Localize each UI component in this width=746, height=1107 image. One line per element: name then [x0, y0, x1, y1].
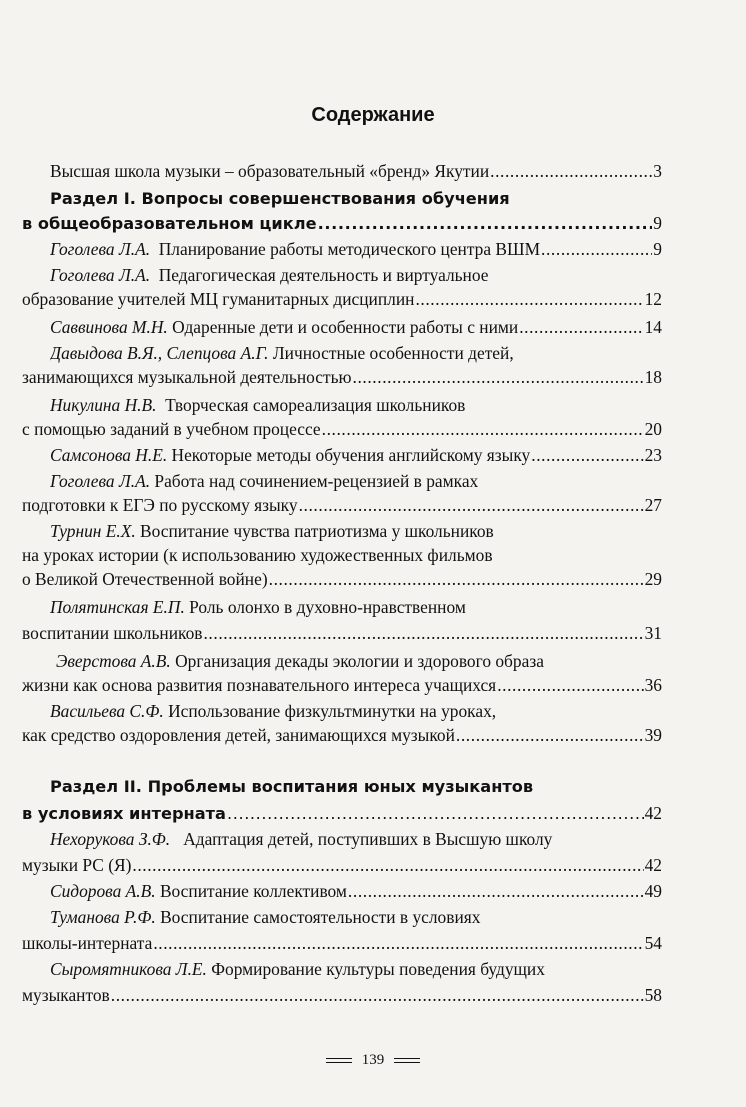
entry-page: 42 [644, 803, 662, 823]
entry-text: Адаптация детей, поступивших в Высшую школу [183, 829, 553, 849]
toc-entry-cont [22, 366, 662, 388]
toc-entry-cont [22, 288, 662, 310]
entry-page: 58 [644, 985, 662, 1005]
entry-text: воспитании школьников [22, 623, 203, 643]
toc-entry [50, 342, 662, 364]
entry-author: Васильева С.Ф. [50, 701, 164, 721]
section-heading-cont [22, 212, 662, 235]
entry-page: 20 [644, 419, 662, 439]
toc-entry-cont [22, 622, 662, 644]
entry-text: школы-интерната [22, 933, 153, 953]
entry-text: образование учителей МЦ гуманитарных дисциплин [22, 289, 415, 309]
entry-author: Давыдова В.Я., Слепцова А.Г. [50, 343, 269, 363]
toc-entry-cont [22, 544, 662, 566]
entry-page: 36 [644, 675, 662, 695]
entry-author: Сидорова А.В. [50, 881, 156, 901]
dot-leader [531, 444, 643, 466]
entry-text: подготовки к ЕГЭ по русскому языку [22, 495, 298, 515]
dot-leader [132, 854, 643, 876]
entry-text: Одаренные дети и особенности работы с ними [172, 317, 519, 337]
toc-entry-cont [22, 932, 662, 954]
page-footer [0, 1052, 746, 1069]
entry-text: музыки РС (Я) [22, 855, 132, 875]
entry-author: Самсонова Н.Е. [50, 445, 168, 465]
dot-leader [541, 238, 652, 260]
toc-entry [50, 958, 662, 980]
entry-text: жизни как основа развития познавательного интереса учащихся [22, 675, 497, 695]
entry-author: Нехорукова З.Ф. [50, 829, 171, 849]
entry-page: 39 [644, 725, 662, 745]
entry-author: Никулина Н.В. [50, 395, 157, 415]
dot-leader [353, 366, 644, 388]
entry-text: занимающихся музыкальной деятельностью [22, 367, 352, 387]
entry-text: Педагогическая деятельность и виртуальное [158, 265, 489, 285]
entry-author: Сыромятникова Л.Е. [50, 959, 207, 979]
toc-entry [50, 700, 662, 722]
entry-text: о Великой Отечественной войне) [22, 569, 268, 589]
toc-entry-cont [22, 724, 662, 746]
toc-entry-cont [22, 984, 662, 1006]
dot-leader [318, 213, 653, 235]
entry-text: на уроках истории (к использованию художественных фильмов [22, 545, 493, 565]
toc-entry-cont [22, 494, 662, 516]
entry-text: с помощью заданий в учебном процессе [22, 419, 321, 439]
entry-page: 18 [644, 367, 662, 387]
toc-entry [50, 520, 662, 542]
page-title: Содержание [311, 104, 435, 126]
entry-page: 23 [644, 445, 662, 465]
entry-page: 29 [644, 569, 662, 589]
page-number: 139 [361, 1052, 385, 1068]
toc-entry [50, 828, 662, 850]
footer-ornament-left [326, 1058, 352, 1063]
dot-leader [322, 418, 644, 440]
toc-entry-cont [22, 568, 662, 590]
entry-text: Творческая самореализация школьников [165, 395, 466, 415]
entry-author: Саввинова М.Н. [50, 317, 168, 337]
entry-text: как средство оздоровления детей, занимающихся музыкой [22, 725, 455, 745]
entry-text: Воспитание чувства патриотизма у школьников [140, 521, 494, 541]
entry-text: Личностные особенности детей, [272, 343, 514, 363]
toc-entry [50, 316, 662, 338]
toc-entry [50, 880, 662, 902]
entry-page: 27 [644, 495, 662, 515]
dot-leader [456, 724, 644, 746]
entry-text: музыкантов [22, 985, 110, 1005]
section-heading [50, 188, 662, 210]
toc-entry [50, 160, 662, 182]
section-heading-cont [22, 802, 662, 825]
dot-leader [203, 622, 643, 644]
entry-text: Планирование работы методического центра ВШМ [158, 239, 541, 259]
entry-author: Эверстова А.В. [56, 651, 171, 671]
entry-author: Гоголева Л.А. [50, 239, 151, 259]
entry-page: 12 [644, 289, 662, 309]
entry-page: 31 [644, 623, 662, 643]
toc-entry-cont [22, 854, 662, 876]
entry-text: Использование физкультминутки на уроках, [168, 701, 497, 721]
dot-leader [415, 288, 643, 310]
entry-page: 3 [653, 161, 662, 181]
toc-entry-cont [22, 674, 662, 696]
toc-entry [50, 906, 662, 928]
dot-leader [299, 494, 644, 516]
entry-text: Формирование культуры поведения будущих [211, 959, 545, 979]
entry-author: Гоголева Л.А. [50, 471, 151, 491]
toc-entry [50, 470, 662, 492]
section-heading [50, 776, 662, 798]
toc-entry-cont [22, 418, 662, 440]
section-title: в условиях интерната [22, 804, 226, 823]
entry-text: Воспитание самостоятельности в условиях [160, 907, 481, 927]
entry-author: Турнин Е.Х. [50, 521, 136, 541]
entry-author: Полятинская Е.П. [50, 597, 185, 617]
section-title: в общеобразовательном цикле [22, 214, 317, 233]
toc-entry [50, 596, 662, 618]
dot-leader [111, 984, 644, 1006]
dot-leader [497, 674, 643, 696]
entry-page: 14 [644, 317, 662, 337]
entry-text: Высшая школа музыки – образовательный «бренд» Якутии [50, 161, 490, 181]
section-title: Раздел II. Проблемы воспитания юных музыкантов [50, 777, 534, 796]
entry-page: 9 [653, 213, 662, 233]
toc-entry [50, 238, 662, 260]
entry-page: 9 [653, 239, 662, 259]
entry-text: Воспитание коллективом [159, 881, 347, 901]
entry-text: Некоторые методы обучения английскому языку [171, 445, 531, 465]
entry-text: Роль олонхо в духовно-нравственном [189, 597, 466, 617]
dot-leader [348, 880, 644, 902]
dot-leader [153, 932, 643, 954]
section-title: Раздел I. Вопросы совершенствования обучения [50, 189, 510, 208]
entry-text: Организация декады экологии и здорового образа [175, 651, 544, 671]
toc-entry [50, 394, 662, 416]
dot-leader [490, 160, 652, 182]
toc-entry [50, 264, 662, 286]
dot-leader [519, 316, 643, 338]
entry-author: Туманова Р.Ф. [50, 907, 156, 927]
toc-entry [56, 650, 662, 672]
entry-text: Работа над сочинением-рецензией в рамках [154, 471, 479, 491]
toc-entry [50, 444, 662, 466]
dot-leader [227, 803, 644, 825]
entry-author: Гоголева Л.А. [50, 265, 151, 285]
entry-page: 49 [644, 881, 662, 901]
footer-ornament-right [394, 1058, 420, 1063]
dot-leader [269, 568, 644, 590]
entry-page: 54 [644, 933, 662, 953]
entry-page: 42 [644, 855, 662, 875]
